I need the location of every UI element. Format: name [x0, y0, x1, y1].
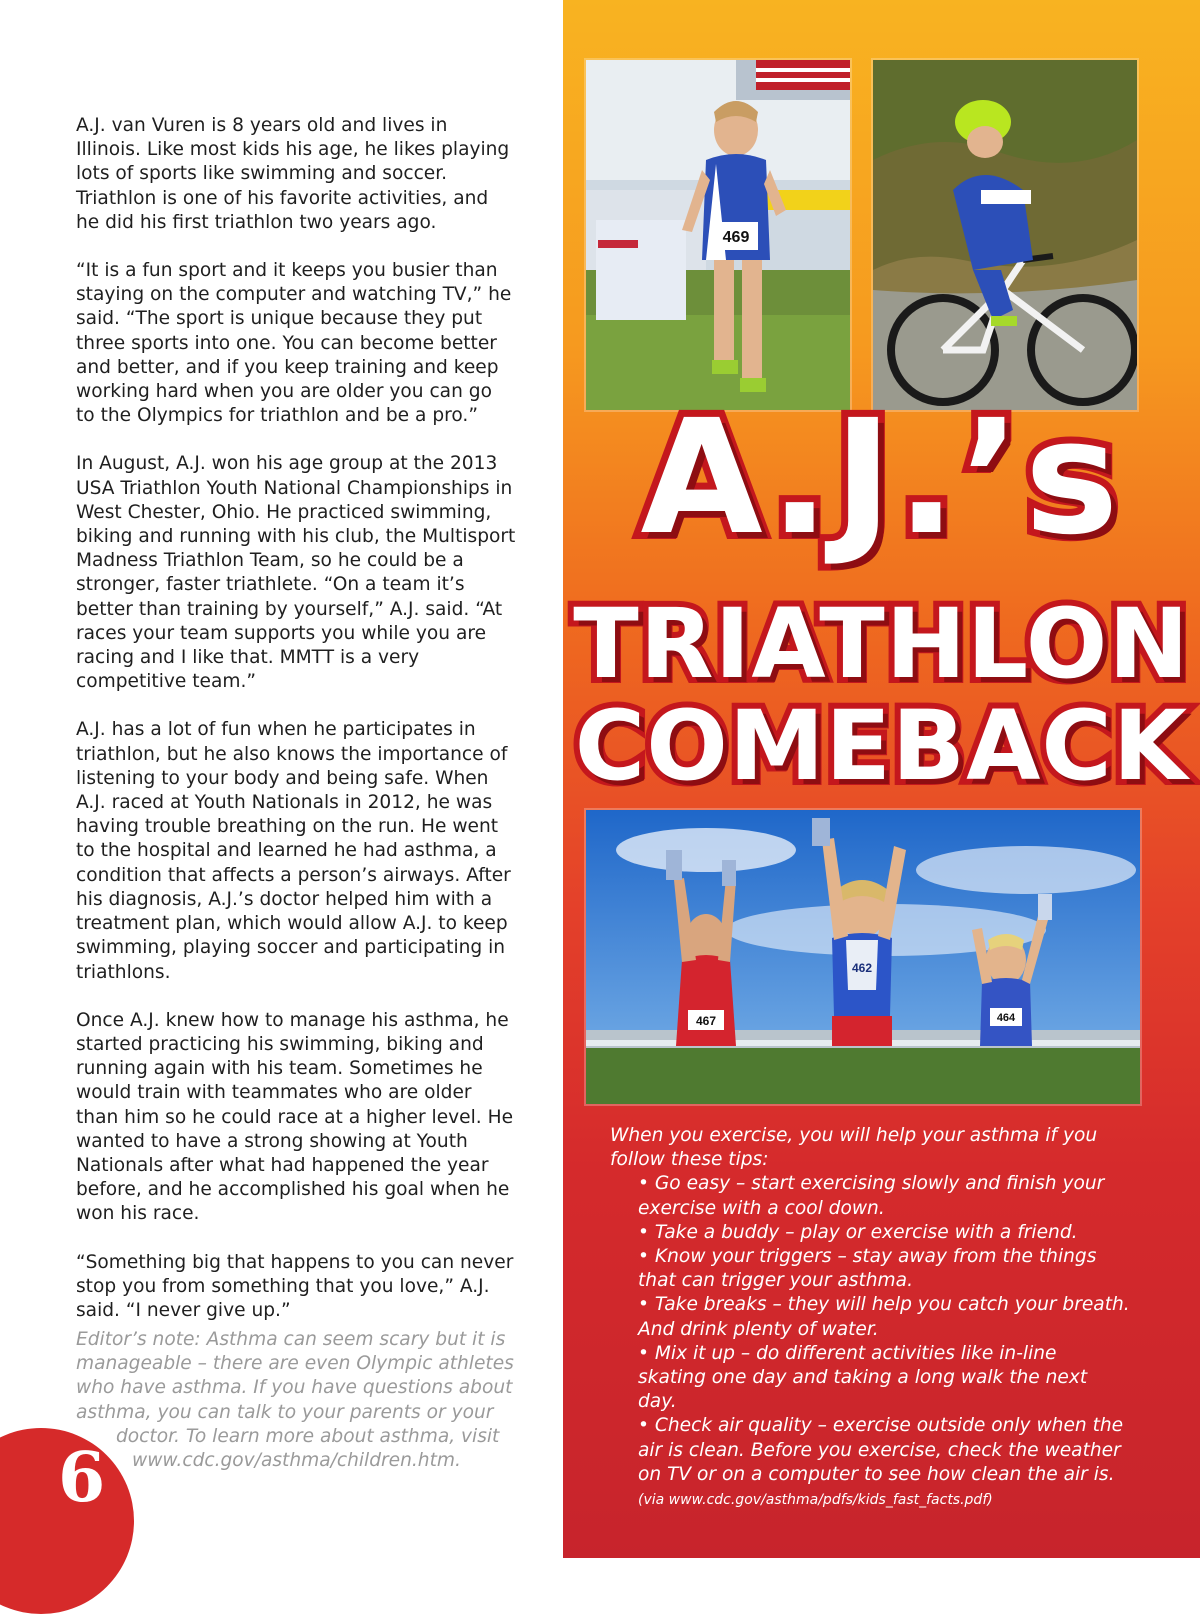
article-body [76, 114, 516, 1347]
tip-item: • Take a buddy – play or exercise with a friend. [638, 1221, 1078, 1243]
editor-note-line: asthma, you can talk to your parents or your [76, 1401, 494, 1423]
tips-intro: When you exercise, you will help your asthma if you follow these tips: [610, 1125, 1098, 1171]
tips-list [610, 1172, 1130, 1487]
article-paragraph-4: A.J. has a lot of fun when he participates in triathlon, but he also knows the importance of listening to your body and being safe. When A.J. raced at Youth Nationals in 2012, he was having trouble breathing on the run. He went to the hospital and learned he had asthma, a condition that affects a person’s airways. After his diagnosis, A.J.’s doctor helped him with a treatment plan, which would allow A.J. to keep swimming, playing soccer and participating in triathlons. [76, 719, 511, 983]
article-paragraph-5: Once A.J. knew how to manage his asthma, he started practicing his swimming, biking and running again with his team. Sometimes he would train with teammates who are older than him so he could race at a higher level. He wanted to have a strong showing at Youth Nationals after what had happened the year before, and he accomplished his goal when he won his race. [76, 1009, 514, 1225]
runner-photo [584, 58, 852, 412]
editor-note-link[interactable]: www.cdc.gov/asthma/children.htm. [132, 1450, 461, 1472]
asthma-tips [610, 1124, 1130, 1511]
runner-bib-number: 469 [722, 229, 750, 246]
tip-item: • Go easy – start exercising slowly and finish your exercise with a cool down. [638, 1173, 1105, 1219]
tips-source-link[interactable]: (via www.cdc.gov/asthma/pdfs/kids_fast_facts.pdf) [638, 1492, 993, 1509]
tip-item: • Mix it up – do different activities like in-line skating one day and taking a long walk the next day. [638, 1342, 1088, 1413]
tip-item: • Take breaks – they will help you catch your breath. And drink plenty of water. [638, 1294, 1130, 1340]
headline-triathlon: TRIATHLON [573, 588, 1190, 700]
article-paragraph-3: In August, A.J. won his age group at the 2013 USA Triathlon Youth National Championships in West Chester, Ohio. He practiced swimming, biking and running with his club, the Multisport Madness Triathlon Team, so he could be a stronger, faster triathlete. “On a team it’s better than training by yourself,” A.J. said. “At races your team supports you while you are racing and I like that. MMTT is a very competitive team.” [76, 453, 516, 693]
editor-note [76, 1328, 522, 1473]
podium-photo [584, 808, 1142, 1106]
editor-note-line: doctor. To learn more about asthma, visit [116, 1425, 500, 1447]
tip-item: • Know your triggers – stay away from the things that can trigger your asthma. [638, 1246, 1097, 1292]
podium-bib-right: 464 [996, 1012, 1016, 1024]
headline-comeback: COMEBACK [574, 690, 1189, 802]
article-paragraph-6: “Something big that happens to you can never stop you from something that you love,” A.J. said. “I never give up.” [76, 1251, 514, 1321]
podium-bib-middle: 462 [851, 961, 873, 975]
headline-name: A.J.’s [640, 386, 1123, 570]
tip-item: • Check air quality – exercise outside only when the air is clean. Before you exercise, check the weather on TV or on a computer to see how clean the air is. [638, 1415, 1124, 1485]
podium-bib-left: 467 [695, 1014, 717, 1028]
editor-note-line: who have asthma. If you have questions about [76, 1377, 513, 1399]
page-number: 6 [58, 1438, 106, 1518]
article-paragraph-2: “It is a fun sport and it keeps you busier than staying on the computer and watching TV,” he said. “The sport is unique because they put three sports into one. You can become better and better, and if you keep training and keep working hard when you are older you can go to the Olympics for triathlon and be a pro.” [76, 260, 512, 427]
editor-note-line: Editor’s note: Asthma can seem scary but it is [76, 1329, 506, 1350]
article-paragraph-1: A.J. van Vuren is 8 years old and lives in Illinois. Like most kids his age, he likes playing lots of sports like swimming and soccer. Triathlon is one of his favorite activities, and he did his first triathlon two years ago. [76, 115, 510, 233]
cyclist-photo [871, 58, 1139, 412]
editor-note-line: manageable – there are even Olympic athletes [76, 1353, 514, 1375]
